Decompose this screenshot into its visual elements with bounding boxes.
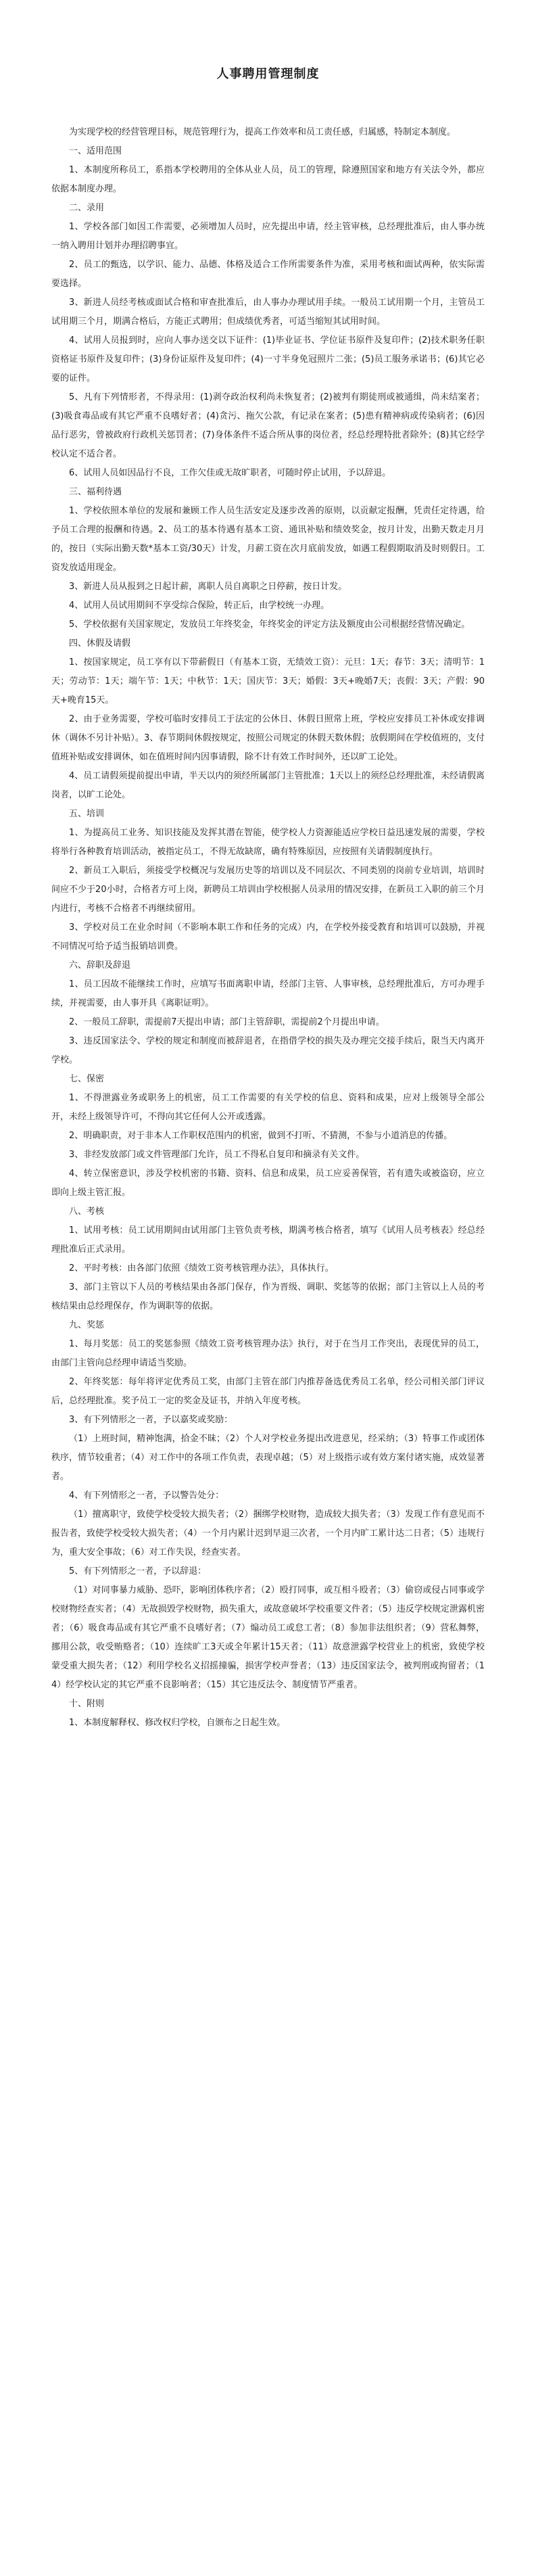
paragraph: 3、部门主管以下人员的考核结果由各部门保存，作为晋级、调职、奖惩等的依据；部门主管以上人员的考核结果由总经理保存，作为调职等的依据。 <box>51 1282 485 1311</box>
paragraph: （1）上班时间，精神饱满，拾金不昧；（2）个人对学校业务提出改进意见，经采纳；（3）特事工作或团体秩序，情节较重者；（4）对工作中的各项工作负责，表现卓越；（5）对上级指示或有效方案付诸实施，成效显著者。 <box>51 1434 485 1482</box>
paragraph: 1、按国家规定，员工享有以下带薪假日（有基本工资，无绩效工资）：元旦：1天；春节：3天；清明节：1天；劳动节：1天；端午节：1天；中秋节：1天；国庆节：3天；婚假：3天+晚婚7天；丧假：3天；产假：90天+晚育15天。 <box>51 657 485 705</box>
paragraph: 1、本制度所称员工，系指本学校聘用的全体从业人员，员工的管理，除遵照国家和地方有关法令外，都应依据本制度办理。 <box>51 165 485 194</box>
paragraph: 2、新员工入职后，须接受学校概况与发展历史等的培训以及不同层次、不同类别的岗前专业培训，培训时间应不少于20小时，合格者方可上岗，新聘员工培训由学校根据人员录用的情况安排，在新员工入职的前三个月内进行，考核不合格者不再继续留用。 <box>51 866 485 914</box>
paragraph: 5、凡有下列情形者，不得录用：(1)剥夺政治权利尚未恢复者；(2)被判有期徒刑或被通缉，尚未结案者；(3)吸食毒品或有其它严重不良嗜好者；(4)贪污、拖欠公款，有记录在案者；(5)患有精神病或传染病者；(6)因品行恶劣，曾被政府行政机关惩罚者；(7)身体条件不适合所从事的岗位者，经总经理特批者除外；(8)其它经学校认定不适合者。 <box>51 392 485 459</box>
section-heading: 一、适用范围 <box>69 146 122 156</box>
section-heading: 七、保密 <box>69 1074 105 1084</box>
paragraph: 4、试用人员报到时，应向人事办送交以下证件：(1)毕业证书、学位证书原件及复印件；(2)技术职务任职资格证书原件及复印件；(3)身份证原件及复印件；(4)一寸半身免冠照片二张；(5)员工服务承诺书；(6)其它必要的证件。 <box>51 335 485 383</box>
paragraph: 1、不得泄露业务或职务上的机密，员工工作需要的有关学校的信息、资料和成果，应对上级领导全部公开，未经上级领导许可，不得向其它任何人公开或透露。 <box>51 1093 485 1122</box>
paragraph: 2、明确职责，对于非本人工作职权范围内的机密，做到不打听、不猜测，不参与小道消息的传播。 <box>69 1131 453 1141</box>
paragraph: 2、员工的甄选，以学识、能力、品德、体格及适合工作所需要条件为准，采用考核和面试两种，依实际需要选择。 <box>51 260 485 289</box>
paragraph: 3、非经发放部门或文件管理部门允许，员工不得私自复印和摘录有关文件。 <box>69 1150 365 1160</box>
document-body <box>51 123 485 1733</box>
paragraph: 1、学校依照本单位的发展和兼顾工作人员生活安定及逐步改善的原则，以贡献定报酬，凭责任定待遇，给予员工合理的报酬和待遇。2、员工的基本待遇有基本工资、通讯补贴和绩效奖金，按月计发，出勤天数走月月的，按日（实际出勤天数*基本工资/30天）计发，月薪工资在次月底前发放，如遇工程假期取消及时则假日。工资发放适用现金。 <box>51 506 485 573</box>
paragraph: 4、有下列情形之一者，予以警告处分： <box>69 1491 224 1501</box>
paragraph: 3、有下列情形之一者，予以嘉奖或奖励： <box>69 1415 233 1425</box>
section-heading: 二、录用 <box>69 203 105 213</box>
section-heading: 四、休假及请假 <box>69 638 131 649</box>
paragraph: 3、学校对员工在业余时间（不影响本职工作和任务的完成）内，在学校外接受教育和培训可以鼓励，并视不同情况可给予适当报销培训费。 <box>51 922 485 952</box>
paragraph: 1、每月奖惩：员工的奖惩参照《绩效工资考核管理办法》执行，对于在当月工作突出，表现优异的员工，由部门主管向总经理申请适当奖励。 <box>51 1339 485 1368</box>
paragraph: 5、有下列情形之一者，予以辞退： <box>69 1566 207 1576</box>
section-heading: 三、福利待遇 <box>69 487 122 497</box>
paragraph: 1、本制度解释权、修改权归学校，自颁布之日起生效。 <box>69 1718 286 1728</box>
paragraph: 2、由于业务需要，学校可临时安排员工于法定的公休日、休假日照常上班，学校应安排员工补休或安排调休（调休不另计补贴）。3、春节期间休假按规定，按照公司规定的休假天数休假；放假期间在学校值班的，支付值班补贴或安排调休，如在值班时间内因事请假，除不计有效工作时间外，还以旷工论处。 <box>51 714 485 762</box>
paragraph: 1、试用考核：员工试用期间由试用部门主管负责考核，期满考核合格者，填写《试用人员考核表》经总经理批准后正式录用。 <box>51 1225 485 1255</box>
paragraph: 3、新进人员从报到之日起计薪，离职人员自离职之日停薪，按日计发。 <box>69 582 347 592</box>
paragraph: 4、转立保密意识，涉及学校机密的书籍、资料、信息和成果，员工应妥善保管，若有遗失或被盗窃，应立即向上级主管汇报。 <box>51 1169 485 1198</box>
paragraph: 1、学校各部门如因工作需要，必须增加人员时，应先提出申请，经主管审核，总经理批准后，由人事办统一纳入聘用计划并办理招聘事宜。 <box>51 222 485 251</box>
section-heading: 九、奖惩 <box>69 1320 105 1330</box>
paragraph: （1）对同事暴力威胁、恐吓，影响团体秩序者；（2）殴打同事，或互相斗殴者；（3）偷窃或侵占同事或学校财物经查实者；（4）无故损毁学校财物，损失重大，或故意破坏学校重要文件者；（5）违反学校规定泄露机密者；（6）吸食毒品或有其它严重不良嗜好者；（7）煽动员工或怠工者；（8）参加非法组织者；（9）营私舞弊，挪用公款，收受贿赂者；（10）连续旷工3天或全年累计15天者；（11）故意泄露学校营业上的机密，致使学校蒙受重大损失者；（12）利用学校名义招摇撞骗，损害学校声誉者；（13）违反国家法令，被判刑或拘留者；（14）经学校认定的其它严重不良影响者；（15）其它违反法令、制度情节严重者。 <box>51 1585 485 1690</box>
paragraph: 2、一般员工辞职，需提前7天提出申请；部门主管辞职，需提前2个月提出申请。 <box>69 1017 385 1027</box>
paragraph: 为实现学校的经营管理目标，规范管理行为，提高工作效率和员工责任感，归属感，特制定本制度。 <box>69 127 456 137</box>
paragraph: 2、年终奖惩：每年将评定优秀员工奖，由部门主管在部门内推荐备选优秀员工名单，经公司相关部门评议后，总经理批准。奖予员工一定的奖金及证书，并纳入年度考核。 <box>51 1377 485 1406</box>
paragraph: 4、员工请假须提前提出申请，半天以内的须经所属部门主管批准；1天以上的须经总经理批准，未经请假离岗者，以旷工论处。 <box>51 771 485 800</box>
paragraph: 6、试用人员如因品行不良，工作欠佳或无故旷职者，可随时停止试用，予以辞退。 <box>69 468 391 478</box>
paragraph: 4、试用人员试用期间不享受综合保险，转正后，由学校统一办理。 <box>69 601 330 611</box>
paragraph: 2、平时考核：由各部门依照《绩效工资考核管理办法》，具体执行。 <box>69 1263 334 1273</box>
paragraph: 3、违反国家法令、学校的规定和制度而被辞退者，在指借学校的损失及办理完交接手续后，限当天内离开学校。 <box>51 1036 485 1065</box>
paragraph: 1、员工因故不能继续工作时，应填写书面离职申请，经部门主管、人事审核，总经理批准后，方可办理手续，并视需要，由人事开具《离职证明》。 <box>51 979 485 1008</box>
paragraph: （1）擅离职守，致使学校受较大损失者；（2）捆绑学校财物，造成较大损失者；（3）发现工作有意见而不报告者，致使学校受较大损失者；（4）一个月内累计迟到早退三次者，一个月内旷工累计达二日者；（5）违规行为，重大安全事故；（6）对工作失误，经查实者。 <box>51 1509 485 1558</box>
paragraph: 5、学校依据有关国家规定，发放员工年终奖金，年终奖金的评定方法及额度由公司根据经营情况确定。 <box>69 619 470 630</box>
paragraph: 1、为提高员工业务、知识技能及发挥其潜在智能，使学校人力资源能适应学校日益迅速发展的需要，学校将举行各种教育培训活动，被指定员工，不得无故缺席，确有特殊原因，应按照有关请假制度执行。 <box>51 828 485 857</box>
section-heading: 十、附则 <box>69 1699 105 1709</box>
section-heading: 八、考核 <box>69 1207 105 1217</box>
section-heading: 六、辞职及辞退 <box>69 960 131 970</box>
paragraph: 3、新进人员经考核或面试合格和审查批准后，由人事办办理试用手续。一般员工试用期一个月，主管员工试用期三个月，期满合格后，方能正式聘用；但成绩优秀者，可适当缩短其试用时间。 <box>51 298 485 327</box>
section-heading: 五、培训 <box>69 809 105 819</box>
document-title: 人事聘用管理制度 <box>216 67 320 81</box>
